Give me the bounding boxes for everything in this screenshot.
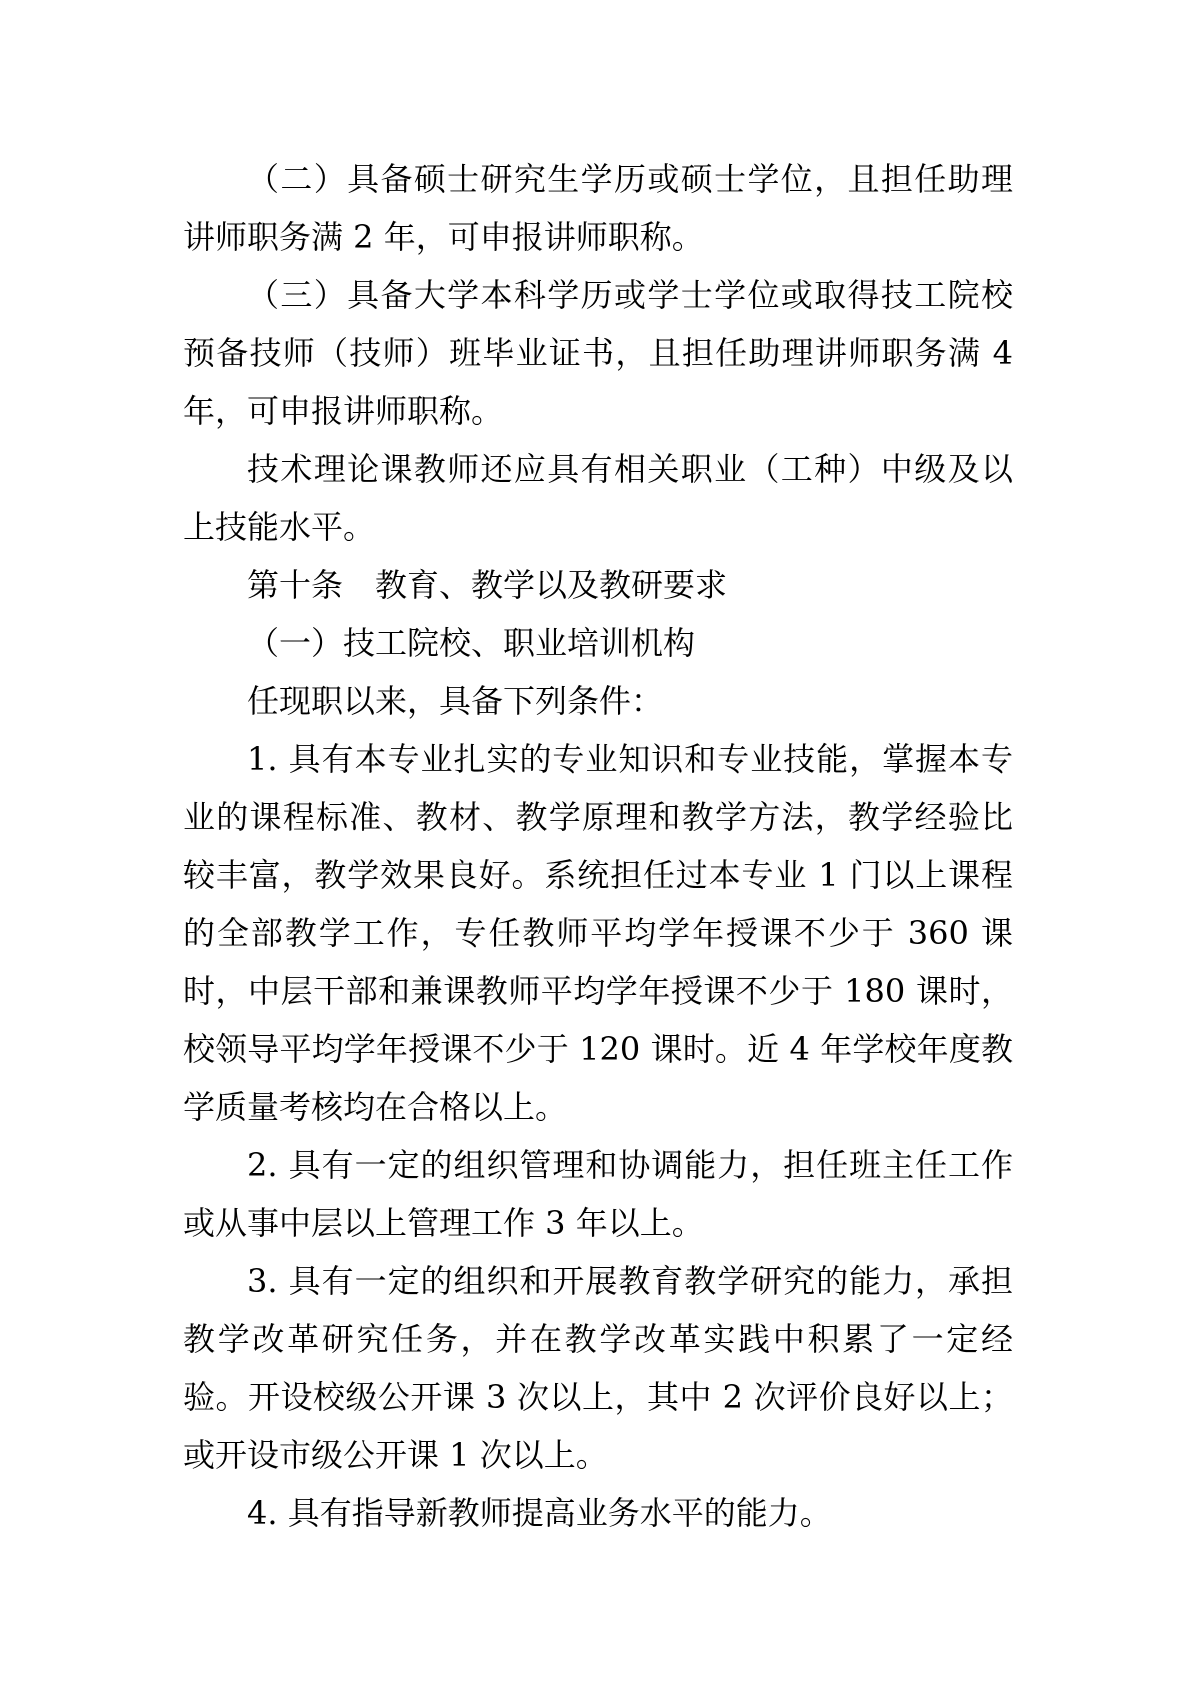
paragraph-master-degree: （二）具备硕士研究生学历或硕士学位，且担任助理讲师职务满 2 年，可申报讲师职称。 xyxy=(183,160,1013,256)
list-item-3: 3. 具有一定的组织和开展教育教学研究的能力，承担教学改革研究任务，并在教学改革实践中积累了一定经验。开设校级公开课 3 次以上，其中 2 次评价良好以上；或开设市级公开课 1 次以上。 xyxy=(183,1262,1013,1474)
article-heading: 第十条 教育、教学以及教研要求 xyxy=(247,566,728,604)
document-body xyxy=(183,150,1013,1542)
list-item-2: 2. 具有一定的组织管理和协调能力，担任班主任工作或从事中层以上管理工作 3 年以上。 xyxy=(183,1146,1013,1242)
paragraph-bachelor-degree: （三）具备大学本科学历或学士学位或取得技工院校预备技师（技师）班毕业证书，且担任助理讲师职务满 4 年，可申报讲师职称。 xyxy=(183,276,1013,430)
conditions-intro: 任现职以来，具备下列条件： xyxy=(247,682,664,720)
section-heading: （一）技工院校、职业培训机构 xyxy=(247,624,696,662)
list-item-1: 1. 具有本专业扎实的专业知识和专业技能，掌握本专业的课程标准、教材、教学原理和教学方法，教学经验比较丰富，教学效果良好。系统担任过本专业 1 门以上课程的全部教学工作，专任教师平均学年授课不少于 360 课时，中层干部和兼课教师平均学年授课不少于 180 课时，校领导平均学年授课不少于 120 课时。近 4 年学校年度教学质量考核均在合格以上。 xyxy=(183,740,1013,1126)
list-item-4: 4. 具有指导新教师提高业务水平的能力。 xyxy=(247,1494,832,1532)
paragraph-skill-level: 技术理论课教师还应具有相关职业（工种）中级及以上技能水平。 xyxy=(183,450,1013,546)
